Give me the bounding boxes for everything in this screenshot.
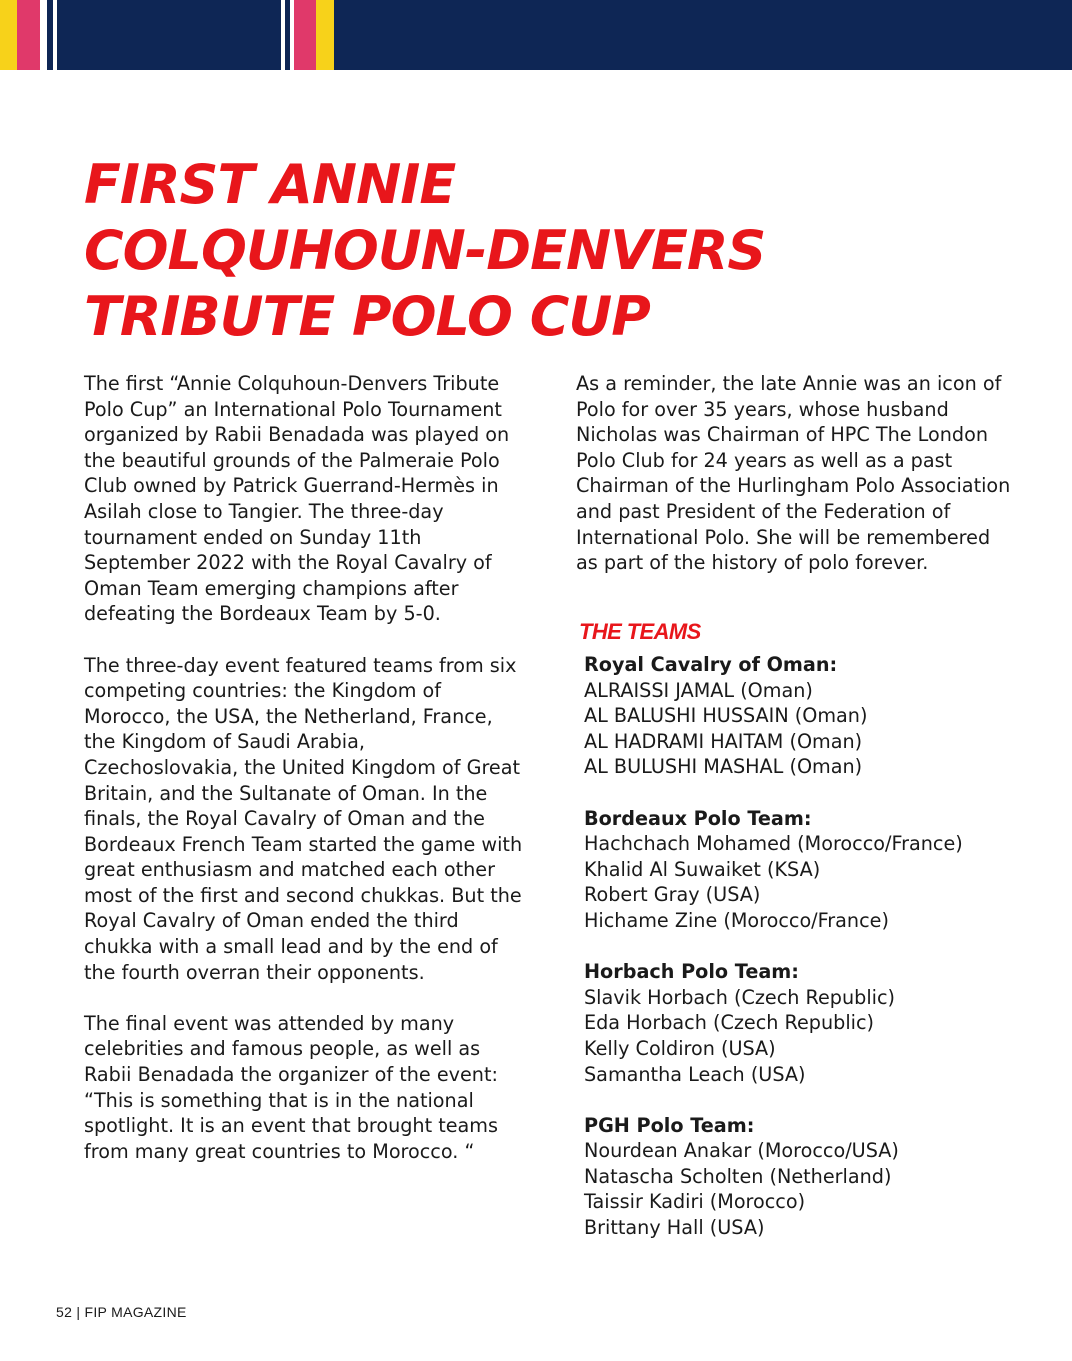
team-name: Royal Cavalry of Oman: <box>584 653 838 676</box>
team-member: ALRAISSI JAMAL (Oman) <box>584 678 813 702</box>
team-member: Hichame Zine (Morocco/France) <box>584 908 889 932</box>
title-line: FIRST ANNIE <box>84 153 456 216</box>
team-member: AL BULUSHI MASHAL (Oman) <box>584 755 863 779</box>
body-paragraph: The first “Annie Colquhoun-Denvers Tribute Polo Cup” an International Polo Tournament organized by Rabii Benadada was played on the beautiful grounds of the Palmeraie Polo Club owned by Patrick Guerrand-Hermès in Asilah close to Tangier. The three-day tournament ended on Sunday 11th September 2022 with the Royal Cavalry of Oman Team emerging champions after defeating the Bordeaux Team by 5-0. <box>84 372 510 626</box>
team-member: Khalid Al Suwaiket (KSA) <box>584 857 821 881</box>
title-line: TRIBUTE POLO CUP <box>84 285 650 348</box>
body-paragraph: As a reminder, the late Annie was an icon of Polo for over 35 years, whose husband Nicholas was Chairman of HPC The London Polo Club for 24 years as well as a past Chairman of the Hurlingham Polo Association and past President of the Federation of International Polo. She will be remembered as part of the history of polo forever. <box>576 372 1011 575</box>
team-member: AL HADRAMI HAITAM (Oman) <box>584 729 863 753</box>
header-stripe-pink-left <box>17 0 40 70</box>
team-name: PGH Polo Team: <box>584 1113 755 1137</box>
article-title <box>84 152 765 350</box>
team-member: Samantha Leach (USA) <box>584 1062 806 1086</box>
team-member: AL BALUSHI HUSSAIN (Oman) <box>584 704 868 728</box>
team-block <box>584 806 1024 934</box>
body-paragraph: The three-day event featured teams from six competing countries: the Kingdom of Morocco, the USA, the Netherland, France, the Kingdom of Saudi Arabia, Czechoslovakia, the United Kingdom of Great Britain, and the Sultanate of Oman. In the finals, the Royal Cavalry of Oman and the Bordeaux French Team started the game with great enthusiasm and matched each other most of the first and second chukkas. But the Royal Cavalry of Oman ended the third chukka with a small lead and by the end of the fourth overran their opponents. <box>84 653 523 984</box>
title-line: COLQUHOUN-DENVERS <box>84 219 766 282</box>
team-block <box>584 959 1024 1087</box>
team-block <box>584 1113 1024 1241</box>
header-stripe-yellow-left <box>0 0 17 70</box>
team-member: Robert Gray (USA) <box>584 883 761 907</box>
teams-heading: THE TEAMS <box>579 619 701 644</box>
team-name: Bordeaux Polo Team: <box>584 806 812 830</box>
teams-list <box>584 652 1024 1241</box>
team-member: Nourdean Anakar (Morocco/USA) <box>584 1139 899 1163</box>
team-name: Horbach Polo Team: <box>584 960 799 984</box>
team-member: Eda Horbach (Czech Republic) <box>584 1011 875 1035</box>
header-stripe-white <box>40 0 47 70</box>
header-stripe-yellow-right <box>316 0 334 70</box>
header-bar <box>0 0 1072 70</box>
team-member: Hachchach Mohamed (Morocco/France) <box>584 832 963 856</box>
page-footer: 52 | FIP MAGAZINE <box>56 1304 187 1320</box>
team-member: Natascha Scholten (Netherland) <box>584 1164 892 1188</box>
team-block <box>584 652 1024 780</box>
right-column <box>576 371 1016 576</box>
header-stripe-white <box>53 0 57 70</box>
header-stripe-pink-right <box>294 0 316 70</box>
left-column <box>84 371 524 1164</box>
body-paragraph: The final event was attended by many celebrities and famous people, as well as Rabii Benadada the organizer of the event: “This is something that is in the national spotlight. It is an event that brought teams from many great countries to Morocco. “ <box>84 1011 498 1163</box>
team-member: Taissir Kadiri (Morocco) <box>584 1190 806 1214</box>
team-member: Slavik Horbach (Czech Republic) <box>584 985 896 1009</box>
team-member: Kelly Coldiron (USA) <box>584 1036 776 1060</box>
team-member: Brittany Hall (USA) <box>584 1216 765 1240</box>
